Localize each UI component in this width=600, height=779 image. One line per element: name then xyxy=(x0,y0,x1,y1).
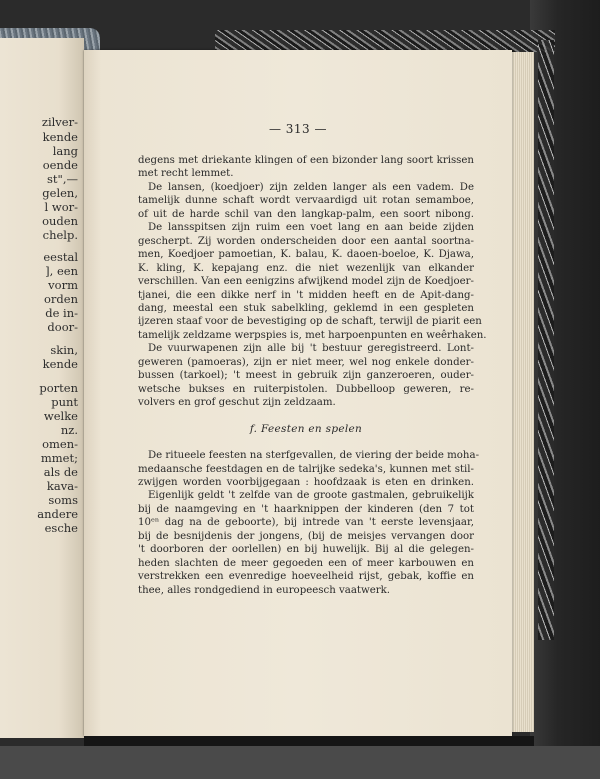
left-page-line: porten xyxy=(39,381,78,395)
left-page-line: door- xyxy=(47,320,78,334)
text-line: tjanei, die een dikke nerf in 't midden heeft en de Apit-dang- xyxy=(138,289,474,301)
left-page-line: de in- xyxy=(45,306,78,320)
background-bottom xyxy=(0,746,600,779)
paragraph-5 xyxy=(138,449,480,489)
text-line: verschillen. Van een eenigzins afwijkend model zijn de Koedjoer- xyxy=(138,276,474,288)
left-page-line: eestal xyxy=(43,250,78,264)
text-line: K. kling, K. kepajang enz. die niet wezenlijk van elkander xyxy=(138,262,474,274)
text-line: zwijgen worden voorbijgegaan : hoofdzaak is eten en drinken. xyxy=(138,476,474,488)
text-line: dang, meestal een stuk sabelkling, geklemd in een gespleten xyxy=(138,302,474,314)
marbled-board-edge xyxy=(538,40,554,640)
text-line: met recht lemmet. xyxy=(138,168,234,180)
text-line: medaansche feestdagen en de talrijke sedeka's, kunnen met stil- xyxy=(138,463,474,475)
left-page-line: oende xyxy=(42,158,78,172)
text-line: bij de naamgeving en 't haarknippen der kinderen (den 7 tot xyxy=(138,503,474,515)
text-line: men, Koedjoer pamoetian, K. balau, K. daoen-boeloe, K. Djawa, xyxy=(138,249,474,261)
left-page-line: orden xyxy=(44,292,78,306)
text-line: ijzeren staaf voor de bevestiging op de schaft, terwijl de piarit een xyxy=(138,316,482,328)
left-page-line: chelp. xyxy=(42,228,78,242)
marbled-board-top xyxy=(215,30,555,52)
section-heading: f. Feesten en spelen xyxy=(249,422,363,435)
right-page xyxy=(84,50,512,736)
paragraph-4 xyxy=(138,342,474,409)
left-page-line: l wor- xyxy=(44,200,78,214)
page-text xyxy=(138,154,487,597)
text-line: thee, alles rondgediend in europeesch vaatwerk. xyxy=(138,584,391,596)
text-line: 't doorboren der oorlellen) en bij huwelijk. Bij al die gelegen- xyxy=(138,544,474,556)
left-page-line: mmet; xyxy=(40,451,78,465)
paragraph-3 xyxy=(138,221,487,342)
left-page-line: lang xyxy=(52,144,78,158)
text-line: Eigenlijk geldt 't zelfde van de groote gastmalen, gebruikelijk xyxy=(148,490,474,502)
page-number: — 313 — xyxy=(268,122,328,136)
text-line: volvers en grof geschut zijn zeldzaam. xyxy=(138,397,336,409)
left-page-line: kende xyxy=(42,130,78,144)
text-line: De lansspitsen zijn ruim een voet lang en aan beide zijden xyxy=(148,222,474,234)
text-line: degens met driekante klingen of een bizonder lang soort krissen xyxy=(138,155,474,166)
left-page-line: kava- xyxy=(46,479,78,493)
left-page-line: gelen, xyxy=(42,186,78,200)
left-page-line: zilver- xyxy=(41,115,78,129)
left-page-line: nz. xyxy=(60,423,78,437)
text-line: heden slachten de meer gegoeden een of meer karbouwen en xyxy=(138,557,474,569)
text-line: wetsche bukses en ruiterpistolen. Dubbelloop geweren, re- xyxy=(138,383,474,395)
text-line: verstrekken een evenredige hoeveelheid rijst, gebak, koffie en xyxy=(138,571,474,583)
left-page-line: skin, xyxy=(50,343,78,357)
left-page xyxy=(0,38,84,738)
left-page-line: kende xyxy=(42,357,78,371)
page-stack-edge xyxy=(512,52,534,732)
text-line: bussen (tarkoel); 't meest in gebruik zijn ganzeroeren, ouder- xyxy=(138,370,474,382)
text-line: tamelijk dunne schaft wordt vervaardigd uit rotan semamboe, xyxy=(138,195,474,207)
left-page-line: ouden xyxy=(42,214,78,228)
text-line: De vuurwapenen zijn alle bij 't bestuur geregistreerd. Lont- xyxy=(148,343,474,355)
left-page-line: vorm xyxy=(48,278,78,292)
text-line: 10ᵉⁿ dag na de geboorte), bij intrede van 't eerste levensjaar, xyxy=(138,517,474,529)
left-page-line: omen- xyxy=(42,437,78,451)
book-bottom-edge xyxy=(84,736,534,746)
left-page-line: st",— xyxy=(47,172,78,186)
left-page-line: andere xyxy=(37,507,78,521)
text-line: De ritueele feesten na sterfgevallen, de viering der beide moha- xyxy=(148,450,480,462)
left-page-line: ], een xyxy=(45,264,78,278)
text-line: De lansen, (koedjoer) zijn zelden langer als een vadem. De xyxy=(148,181,474,193)
text-line: gescherpt. Zij worden onderscheiden door een aantal soortna- xyxy=(138,235,474,247)
paragraph-6 xyxy=(138,489,474,597)
paragraph-2 xyxy=(138,181,474,221)
text-line: tamelijk zeldzame werpspies is, met harpoenpunten en weêrhaken. xyxy=(138,329,487,341)
left-page-line: soms xyxy=(48,493,78,507)
left-page-line: welke xyxy=(43,409,78,423)
paragraph-1 xyxy=(138,154,474,181)
text-line: geweren (pamoeras), zijn er niet meer, wel nog enkele donder- xyxy=(138,356,474,368)
text-line: of uit de harde schil van den langkap-palm, een soort nibong. xyxy=(138,208,474,220)
left-page-line: punt xyxy=(51,395,78,409)
left-page-line: esche xyxy=(44,521,78,535)
left-page-line: als de xyxy=(43,465,78,479)
text-line: bij de besnijdenis der jongens, (bij de meisjes vervangen door xyxy=(138,530,474,542)
